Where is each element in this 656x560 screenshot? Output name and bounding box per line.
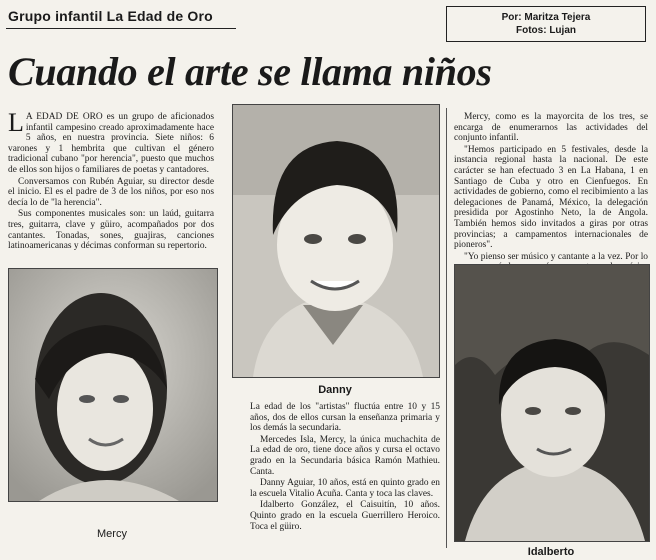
credit-author: Por: Maritza Tejera bbox=[501, 12, 591, 23]
portrait-danny-image bbox=[233, 105, 439, 377]
column-1-paragraph: Conversamos con Rubén Aguiar, su director desde el inicio. El es el padre de 3 de los niños, por eso nos decía lo de "la herencia". bbox=[8, 176, 214, 208]
column-divider bbox=[446, 108, 447, 548]
caption-danny: Danny bbox=[318, 384, 352, 396]
column-3-paragraph: Mercy, como es la mayorcita de los tres, se encarga de enumerarnos las actividades del conjunto infantil. bbox=[454, 112, 648, 144]
column-2-text bbox=[250, 402, 440, 552]
column-3-text bbox=[454, 112, 648, 262]
headline: Cuando el arte se llama niños bbox=[8, 49, 492, 94]
credit-photos: Fotos: Lujan bbox=[516, 25, 576, 36]
caption-idalberto: Idalberto bbox=[527, 546, 575, 558]
credit-box bbox=[446, 6, 646, 42]
column-2-paragraph: La edad de los "artistas" fluctúa entre 10 y 15 años, dos de ellos cursan la enseñanza primaria y los demás la secundaria. bbox=[250, 402, 440, 434]
column-1-paragraph: Sus componentes musicales son: un laúd, guitarra tres, guitarra, clave y güiro, acompañados por dos cantantes. Tonadas, sones, guajiras, canciones latinoamericanas y décimas conforman su repertorio. bbox=[8, 209, 214, 252]
photo-mercy bbox=[8, 268, 218, 502]
portrait-mercy-image bbox=[9, 269, 217, 501]
caption-mercy: Mercy bbox=[97, 528, 127, 540]
photo-idalberto bbox=[454, 264, 650, 542]
column-1-paragraph: L A EDAD DE ORO es un grupo de aficionados infantil campesino creado aproximadamente hace 5 años, en nuestra provincia. Siete niños: 6 varones y 1 hembrita que cultivan el género tradicional cubano "por herencia", puesto que muchos de ellos son hijos o familiares de poetas y cantadores. bbox=[8, 108, 214, 175]
photo-danny bbox=[232, 104, 440, 378]
column-2-paragraph: Danny Aguiar, 10 años, está en quinto grado en la escuela Vitalio Acuña. Canta y toca las claves. bbox=[250, 478, 440, 499]
kicker-rule bbox=[6, 28, 236, 29]
portrait-idalberto-image bbox=[455, 265, 649, 541]
column-3-paragraph: "Hemos participado en 5 festivales, desde la instancia regional hasta la nacional. De este carácter se han efectuado 3 en La Habana, 1 en Santiago de Cuba y otro en Cienfuegos. En actividades de gobierno, como el recibimiento a las delegaciones de Panamá, México, la delegación presidida por Agostinho Neto, la de Angola. También hemos sido invitados a giras por otras provincias; a campamentos internacionales de pioneros". bbox=[454, 144, 648, 251]
kicker-title: Grupo infantil La Edad de Oro bbox=[8, 8, 213, 24]
column-2-paragraph: Mercedes Isla, Mercy, la única muchachita de La edad de oro, tiene doce años y cursa el octavo grado en la Secundaria básica Ramón Mathieu. Canta. bbox=[250, 434, 440, 477]
column-3-paragraph: "Yo pienso ser músico y cantante a la vez. Por lo bbox=[464, 251, 648, 262]
drop-cap: L bbox=[8, 108, 24, 137]
column-1-text bbox=[8, 108, 214, 262]
column-2-paragraph: Idalberto González, el Caisuitín, 10 años. Quinto grado en la escuela Guerrillero Heroico. Toca el güiro. bbox=[250, 500, 440, 532]
